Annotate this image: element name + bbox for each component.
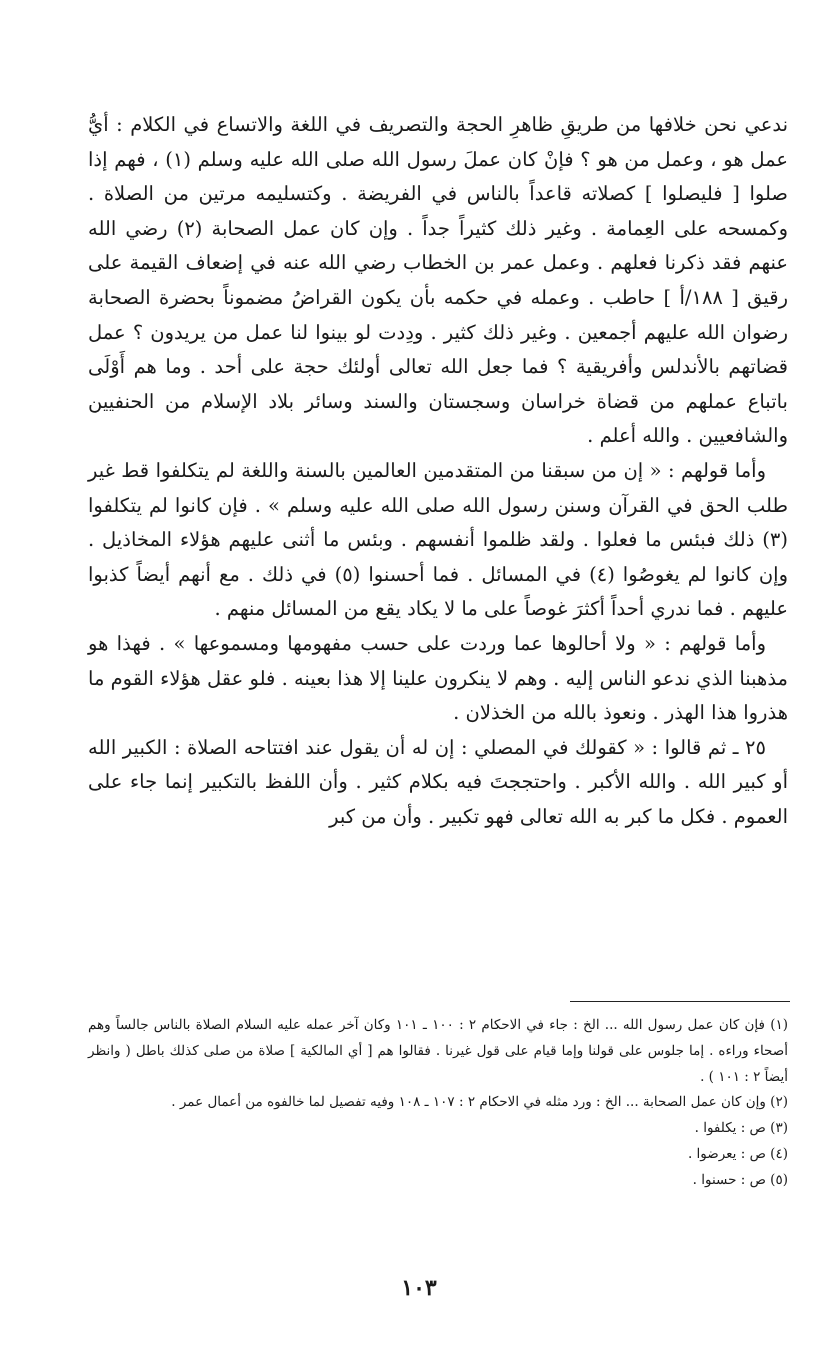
footnote-divider	[570, 1001, 790, 1002]
footnote-4: (٤) ص : يعرضوا .	[687, 1145, 788, 1162]
footnote-3: (٣) ص : يكلفوا .	[694, 1120, 788, 1137]
footnotes	[88, 1013, 788, 1194]
main-text	[88, 108, 788, 834]
paragraph-3: وأما قولهم : « ولا أحالوها عما وردت على حسب مفهومها ومسموعها » . فهذا هو مذهبنا الذي ندعو الناس إليه . وهم لا ينكرون علينا إلا هذا بعينه . فلو عقل هؤلاء القوم ما هذروا هذا الهذر . ونعوذ بالله من الخذلان .	[88, 631, 788, 725]
paragraph-2: وأما قولهم : « إن من سبقنا من المتقدمين العالمين بالسنة واللغة لم يتكلفوا قط غير طلب الحق في القرآن وسنن رسول الله صلى الله عليه وسلم » . فإن كانوا لم يتكلفوا (٣) ذلك فبئس ما فعلوا . ولقد ظلموا أنفسهم . وبئس ما أثنى عليهم هؤلاء المخاذيل . وإن كانوا لم يغوصُوا (٤) في المسائل . فما أحسنوا (٥) في ذلك . مع أنهم أيضاً كذبوا عليهم . فما ندري أحداً أكثرَ غوصاً على ما لا يكاد يقع من المسائل منهم .	[88, 458, 788, 621]
footnote-1: (١) فإن كان عمل رسول الله ... الخ : جاء في الاحكام ٢ : ١٠٠ ـ ١٠١ وكان آخر عمله عليه السلام الصلاة بالناس جالساً وهم أصحاء وراءه . إما جلوس على قولنا وإما قيام على قول غيرنا . فقالوا هم [ أي المالكية ] صلاة من صلى كذلك باطل ( وانظر أيضاً ٢ : ١٠١ ) .	[88, 1017, 789, 1085]
footnote-5: (٥) ص : حسنوا .	[692, 1171, 788, 1188]
page-number: ١٠٣	[401, 1275, 437, 1301]
paragraph-1: ندعي نحن خلافها من طريقِ ظاهرِ الحجة والتصريف في اللغة والاتساع في الكلام : أيُّ عمل هو ، وعمل من هو ؟ فإنْ كان عملَ رسول الله صلى الله عليه وسلم (١) ، فهم إذا صلوا [ فليصلوا ] كصلاته قاعداً بالناس في الفريضة . وكتسليمه مرتين من الصلاة . وكمسحه على العِمامة . وغير ذلك كثيراً جداً . وإن كان عمل الصحابة (٢) رضي الله عنهم فقد ذكرنا فعلهم . وعمل عمر بن الخطاب رضي الله عنه في إضعاف القيمة على رقيق [ ١٨٨/أ ] حاطب . وعمله في حكمه بأن يكون القراضُ مضموناً بحضرة الصحابة رضوان الله عليهم أجمعين . وغير ذلك كثير . ودِدت لو بينوا لنا عمل من يريدون ؟ عمل قضاتهم بالأندلس وأفريقية ؟ فما جعل الله تعالى أولئك حجة على أحد . وما هم أَوْلَى باتباع عملهم من قضاة خراسان وسجستان والسند وسائر بلاد الإسلام من الحنفيين والشافعيين . والله أعلم .	[88, 113, 789, 448]
footnote-2: (٢) وإن كان عمل الصحابة ... الخ : ورد مثله في الاحكام ٢ : ١٠٧ ـ ١٠٨ وفيه تفصيل لما خالفوه من أعمال عمر .	[171, 1094, 788, 1111]
paragraph-4: ٢٥ ـ ثم قالوا : « كقولك في المصلي : إن له أن يقول عند افتتاحه الصلاة : الكبير الله أو كبير الله . والله الأكبر . واحتججتَ فيه بكلام كثير . وأن اللفظ بالتكبير إنما جاء على العموم . فكل ما كبر به الله تعالى فهو تكبير . وأن من كبر	[88, 735, 788, 828]
book-page	[88, 108, 788, 834]
